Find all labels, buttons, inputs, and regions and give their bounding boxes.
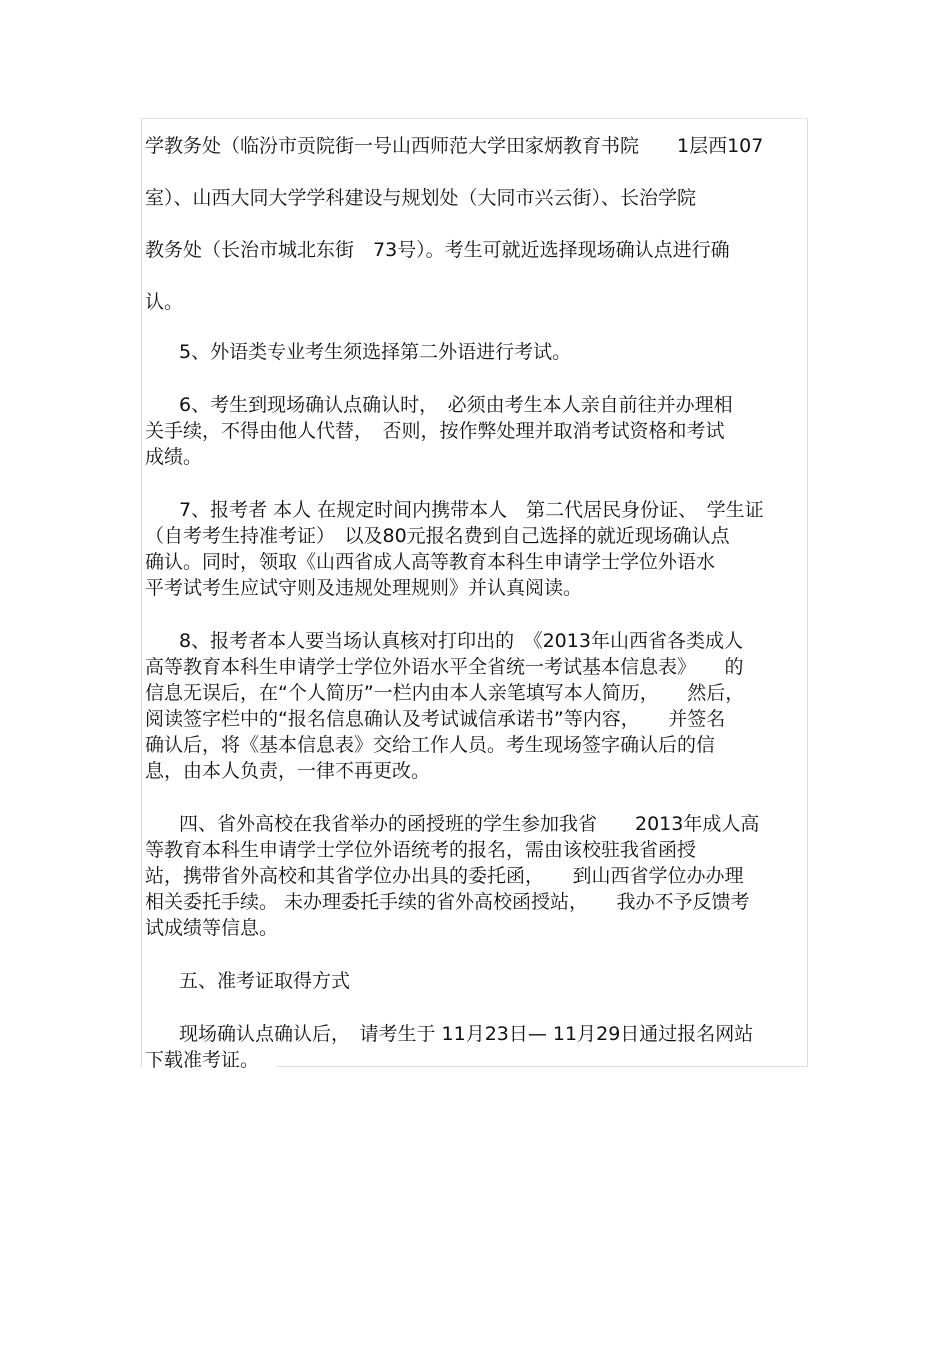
text-line: 关手续，不得由他人代替， 否则，按作弊处理并取消考试资格和考试 xyxy=(145,420,725,442)
text-line: 信息无误后，在“个人简历”一栏内由本人亲笔填写本人简历， 然后， xyxy=(145,682,745,704)
text-line: 室）、山西大同大学学科建设与规划处（大同市兴云街）、长治学院 xyxy=(145,187,697,209)
paragraph-item-8 xyxy=(145,628,805,784)
text-line: 6、考生到现场确认点确认时， 必须由考生本人亲自前往并办理相 xyxy=(179,394,733,416)
section-5-heading xyxy=(145,968,805,994)
paragraph-item-5 xyxy=(145,339,805,365)
text-line: 教务处（长治市城北东街 73号）。考生可就近选择现场确认点进行确 xyxy=(145,239,730,261)
text-line: 8、报考者本人要当场认真核对打印出的 《2013年山西省各类成人 xyxy=(179,630,743,652)
text-line: 认。 xyxy=(145,291,184,313)
text-line: 高等教育本科生申请学士学位外语水平全省统一考试基本信息表》 的 xyxy=(145,656,744,678)
text-line: 现场确认点确认后， 请考生于 11月23日— 11月29日通过报名网站 xyxy=(179,1023,754,1045)
paragraph-section-4 xyxy=(145,811,805,941)
text-line: 下载准考证。 xyxy=(145,1049,260,1071)
text-line: 5、外语类专业考生须选择第二外语进行考试。 xyxy=(179,341,572,363)
text-line: 7、报考者 本人 在规定时间内携带本人 第二代居民身份证、 学生证 xyxy=(179,499,764,521)
text-line: 相关委托手续。 未办理委托手续的省外高校函授站， 我办不予反馈考 xyxy=(145,891,750,913)
text-line: 五、准考证取得方式 xyxy=(179,970,351,992)
text-line: 确认。同时，领取《山西省成人高等教育本科生申请学士学位外语水 xyxy=(145,551,716,573)
text-line: 平考试考生应试守则及违规处理规则》并认真阅读。 xyxy=(145,577,583,599)
text-line: 息，由本人负责，一律不再更改。 xyxy=(145,760,431,782)
text-line: 成绩。 xyxy=(145,446,203,468)
text-line: 学教务处（临汾市贡院街一号山西师范大学田家炳教育书院 1层西107 xyxy=(145,135,764,157)
text-line: 等教育本科生申请学士学位外语统考的报名，需由该校驻我省函授 xyxy=(145,839,697,861)
text-line: 确认后，将《基本信息表》交给工作人员。考生现场签字确认后的信 xyxy=(145,734,716,756)
text-line: 试成绩等信息。 xyxy=(145,917,279,939)
paragraph-item-7 xyxy=(145,497,805,601)
text-line: 站，携带省外高校和其省学位办出具的委托函， 到山西省学位办办理 xyxy=(145,865,744,887)
text-line: 阅读签字栏中的“报名信息确认及考试诚信承诺书”等内容， 并签名 xyxy=(145,708,726,730)
paragraph-item-6 xyxy=(145,392,805,470)
document-body xyxy=(145,120,805,1100)
text-line: （自考考生持准考证） 以及80元报名费到自己选择的就近现场确认点 xyxy=(145,525,730,547)
text-line: 四、省外高校在我省举办的函授班的学生参加我省 2013年成人高 xyxy=(179,813,760,835)
paragraph-section-5 xyxy=(145,1021,805,1073)
paragraph-confirmation-locations xyxy=(145,120,805,328)
